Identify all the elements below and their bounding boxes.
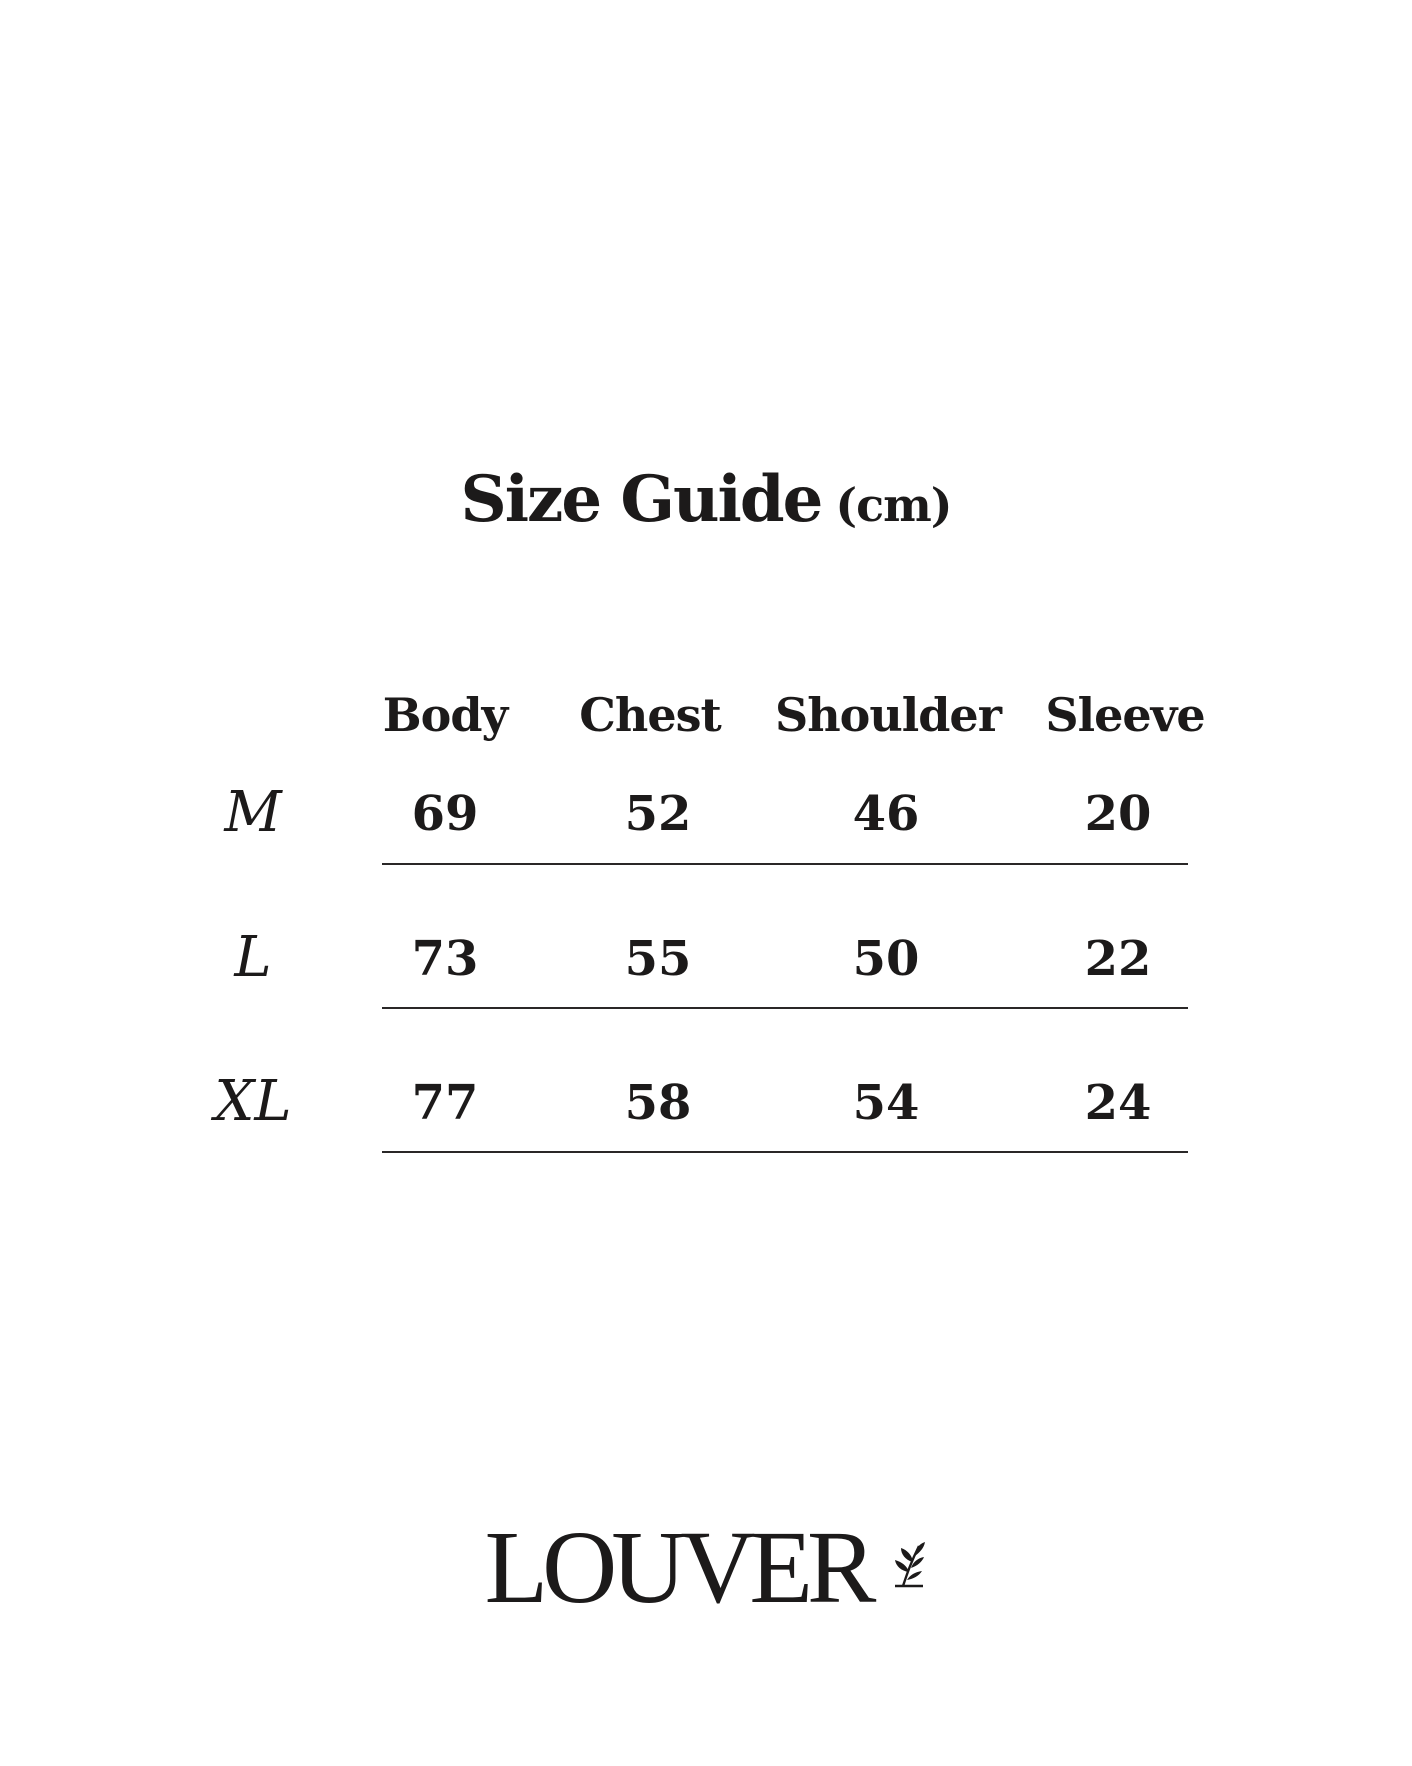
table-cell: 20 (1084, 786, 1152, 842)
size-label-m: M (224, 780, 282, 845)
table-cell: 54 (852, 1075, 920, 1131)
column-header-sleeve: Sleeve (1045, 688, 1205, 742)
column-header-shoulder: Shoulder (775, 688, 1001, 742)
row-divider (382, 863, 1188, 865)
table-cell: 52 (624, 786, 692, 842)
column-header-chest: Chest (579, 688, 721, 742)
table-cell: 69 (411, 786, 479, 842)
size-label-l: L (234, 925, 272, 990)
row-divider (382, 1151, 1188, 1153)
size-label-xl: XL (214, 1069, 292, 1134)
row-divider (382, 1007, 1188, 1009)
table-cell: 77 (411, 1075, 479, 1131)
page-title (0, 462, 1412, 537)
table-cell: 73 (411, 931, 479, 987)
title-unit: (cm) (835, 478, 952, 532)
title-text: Size Guide (460, 462, 822, 537)
table-cell: 24 (1084, 1075, 1152, 1131)
table-cell: 22 (1084, 931, 1152, 987)
leaf-sprig-icon (893, 1540, 927, 1588)
brand-name: LOUVER (484, 1510, 871, 1625)
column-header-body: Body (382, 688, 508, 742)
table-cell: 50 (852, 931, 920, 987)
brand-logo (0, 1508, 1412, 1627)
table-cell: 58 (624, 1075, 692, 1131)
table-cell: 46 (852, 786, 920, 842)
table-cell: 55 (624, 931, 692, 987)
